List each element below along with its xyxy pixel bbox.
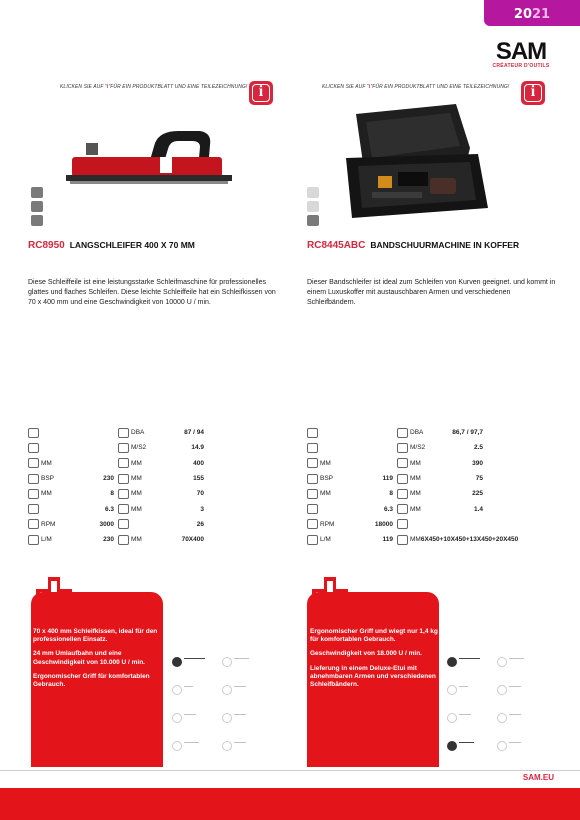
spec-cell <box>397 458 487 468</box>
spec-value: 1.4 <box>473 505 483 513</box>
spec-unit: DBA <box>410 429 424 437</box>
case-icon <box>31 215 43 226</box>
spec-icon <box>397 458 408 468</box>
spec-table <box>28 425 208 547</box>
spec-icon <box>118 535 129 545</box>
year-prefix: 20 <box>513 7 532 22</box>
spec-unit: BSP <box>41 475 55 483</box>
feature-icon: ▬▬▬▬ <box>497 741 545 761</box>
feature-icon: ▬▬▬ <box>447 685 495 705</box>
feature-icon: ▬▬▬▬▬ <box>172 741 220 761</box>
spec-icon <box>28 458 39 468</box>
spec-cell <box>307 504 397 514</box>
spec-icon <box>397 519 408 529</box>
box-icon <box>31 201 43 212</box>
spec-icon <box>397 504 408 514</box>
highlight-item: Ergonomischer Griff und wiegt nur 1,4 kg für komfortablen Gebrauch. <box>310 628 438 644</box>
highlight-item: Geschwindigkeit von 18.000 U / min. <box>310 650 422 658</box>
spec-cell <box>307 428 397 438</box>
spec-cell <box>28 519 118 529</box>
feature-icon: ▬▬▬▬▬▬▬ <box>172 657 220 677</box>
product-name: BANDSCHUURMACHINE IN KOFFER <box>370 240 520 250</box>
spec-unit: MM <box>41 490 52 498</box>
year-tab <box>484 0 580 26</box>
spec-row <box>307 486 487 501</box>
spec-cell <box>118 458 208 468</box>
spec-value: 2.5 <box>473 444 483 452</box>
spec-row <box>28 486 208 501</box>
product-description: Diese Schleiffeile ist eine leistungsstarke Schleifmaschine für professionelles glattes und flaches Schleifen. Diese leichte Schleiffeile hat ein Schleifkissen von 70 x 400 mm und eine Geschwindigkeit von 10000 U / min. <box>28 279 276 306</box>
spec-unit: MM <box>320 459 331 467</box>
spec-cell <box>118 489 208 499</box>
spec-icon <box>307 458 318 468</box>
feature-icon: ▬▬▬▬ <box>222 713 270 733</box>
spec-icon <box>307 504 318 514</box>
spec-unit: M/S2 <box>131 444 147 452</box>
spec-row <box>28 517 208 532</box>
spec-value: 18000 <box>374 520 393 528</box>
spec-icon <box>307 443 318 453</box>
highlights-text <box>310 628 438 695</box>
spec-cell <box>118 443 208 453</box>
highlight-item: Ergonomischer Griff für komfortablen Gebrauch. <box>33 672 150 689</box>
spec-table <box>307 425 519 547</box>
product-image-case <box>338 100 488 225</box>
spec-icon <box>307 474 318 484</box>
brand-logo <box>488 38 554 69</box>
highlights-text <box>33 628 161 695</box>
spec-unit: RPM <box>41 520 56 528</box>
website-link[interactable]: SAM.EU <box>522 773 554 782</box>
spec-value: 6.3 <box>104 505 114 513</box>
spec-icon <box>307 535 318 545</box>
spec-icon <box>397 489 408 499</box>
spec-cell <box>118 535 208 545</box>
spec-value: 3000 <box>99 520 114 528</box>
spec-unit: MM <box>41 459 52 467</box>
feature-icon: ▬▬▬▬▬ <box>447 741 495 761</box>
spec-value: 70X400 <box>181 536 204 544</box>
spec-value: 8 <box>110 490 114 498</box>
product-code: RC8445ABC <box>307 240 366 251</box>
spec-icon <box>307 519 318 529</box>
spec-unit: MM <box>131 459 142 467</box>
spec-icon <box>118 519 129 529</box>
feature-icons <box>447 651 547 771</box>
product-title <box>28 240 195 251</box>
spec-icon <box>397 474 408 484</box>
product-side-icons <box>307 187 319 226</box>
spec-value: 6.3 <box>383 505 393 513</box>
spec-row <box>28 532 208 547</box>
spec-unit: MM <box>410 490 421 498</box>
spec-cell <box>397 519 487 529</box>
spec-row <box>307 471 487 486</box>
spec-icon <box>118 474 129 484</box>
spec-value: 119 <box>382 475 393 483</box>
case-icon <box>307 215 319 226</box>
spec-row <box>307 440 487 455</box>
spec-icon <box>307 489 318 499</box>
feature-icon: ▬▬▬▬▬ <box>222 657 270 677</box>
spec-cell <box>397 474 487 484</box>
spec-value: 70 <box>196 490 204 498</box>
spec-row <box>307 532 519 547</box>
spec-row <box>307 456 487 471</box>
spec-cell <box>397 428 487 438</box>
highlight-item: 24 mm Umlaufbahn und eine Geschwindigkeit von 10.000 U / min. <box>33 650 145 666</box>
feature-icon: ▬▬▬▬ <box>222 741 270 761</box>
spec-row <box>28 440 208 455</box>
spec-value: 14.9 <box>191 444 204 452</box>
spec-value: 3 <box>200 505 204 513</box>
spec-cell <box>28 458 118 468</box>
spec-icon <box>28 474 39 484</box>
spec-value: 230 <box>103 475 114 483</box>
spec-icon <box>118 504 129 514</box>
spec-value: 6X450+10X450+13X450+20X450 <box>420 536 519 544</box>
spec-unit: MM <box>131 505 142 513</box>
info-icon[interactable]: i <box>521 81 545 105</box>
spec-cell <box>307 519 397 529</box>
spec-cell <box>28 489 118 499</box>
spec-icon <box>118 489 129 499</box>
product-side-icons <box>31 187 43 226</box>
spec-icon <box>28 504 39 514</box>
spec-icon <box>397 428 408 438</box>
footer-divider <box>0 770 580 771</box>
spec-value: 225 <box>472 490 483 498</box>
spec-cell <box>397 504 487 514</box>
spec-unit: MM <box>410 505 421 513</box>
feature-icon: ▬▬▬▬ <box>447 713 495 733</box>
spec-icon <box>397 535 408 545</box>
product-description: Dieser Bandschleifer ist ideal zum Schleifen von Kurven geeignet. und kommt in einem Luxuskoffer mit austauschbaren Armen und verschiedenen Schleifbändern. <box>307 279 556 306</box>
spec-cell <box>118 428 208 438</box>
feature-icon: ▬▬▬ <box>172 685 220 705</box>
spec-cell <box>397 443 487 453</box>
air-tool-icon <box>31 187 43 198</box>
spec-cell <box>397 489 487 499</box>
air-tool-icon <box>307 187 319 198</box>
spec-cell <box>307 474 397 484</box>
click-note: KLICKEN SIE AUF "i"FÜR EIN PRODUKTBLATT UND EINE TEILEZEICHNUNG! <box>322 84 510 90</box>
spec-row <box>307 517 487 532</box>
product-code: RC8950 <box>28 240 65 251</box>
click-note: KLICKEN SIE AUF "i"FÜR EIN PRODUKTBLATT UND EINE TEILEZEICHNUNG! <box>60 84 248 90</box>
spec-value: 8 <box>389 490 393 498</box>
spec-icon <box>118 458 129 468</box>
footer-bar <box>0 788 580 820</box>
spec-unit: RPM <box>320 520 335 528</box>
spec-cell <box>397 535 519 545</box>
spec-row <box>307 501 487 516</box>
spec-icon <box>28 428 39 438</box>
spec-value: 390 <box>472 459 483 467</box>
box-icon <box>307 201 319 212</box>
spec-unit: MM <box>131 490 142 498</box>
product-name: LANGSCHLEIFER 400 X 70 MM <box>69 240 195 250</box>
spec-value: 400 <box>193 459 204 467</box>
spec-icon <box>397 443 408 453</box>
spec-icon <box>118 443 129 453</box>
spec-unit: L/M <box>320 536 331 544</box>
highlight-item: 70 x 400 mm Schleifkissen, ideal für den professionellen Einsatz. <box>33 628 158 644</box>
year-suffix: 21 <box>532 7 551 22</box>
spec-unit: M/S2 <box>410 444 426 452</box>
brand-name: SAM <box>495 38 547 65</box>
spec-cell <box>28 474 118 484</box>
spec-unit: MM <box>410 459 421 467</box>
product-image-sander <box>60 125 240 195</box>
feature-icon: ▬▬▬▬ <box>497 685 545 705</box>
spec-value: 87 / 94 <box>184 429 204 437</box>
spec-row <box>28 456 208 471</box>
feature-icons <box>172 651 272 771</box>
spec-cell <box>28 535 118 545</box>
feature-icon: ▬▬▬▬ <box>172 713 220 733</box>
spec-row <box>28 425 208 440</box>
brand-tagline: CRÉATEUR D'OUTILS <box>492 63 550 69</box>
spec-icon <box>28 443 39 453</box>
spec-icon <box>118 428 129 438</box>
spec-unit: MM <box>131 536 142 544</box>
spec-icon <box>28 489 39 499</box>
spec-cell <box>307 458 397 468</box>
spec-value: 86,7 / 97,7 <box>452 429 483 437</box>
spec-unit: L/M <box>41 536 52 544</box>
spec-icon <box>28 535 39 545</box>
spec-cell <box>28 428 118 438</box>
feature-icon: ▬▬▬▬▬ <box>497 657 545 677</box>
highlight-item: Lieferung in einem Deluxe-Etui mit abnehmbaren Armen und verschiedenen Schleifbändern. <box>310 664 436 689</box>
spec-unit: MM <box>410 536 421 544</box>
spec-unit: BSP <box>320 475 334 483</box>
spec-row <box>28 501 208 516</box>
spec-unit: DBA <box>131 429 145 437</box>
spec-row <box>307 425 487 440</box>
spec-value: 230 <box>103 536 114 544</box>
spec-value: 155 <box>193 475 204 483</box>
spec-cell <box>28 443 118 453</box>
spec-cell <box>28 504 118 514</box>
spec-cell <box>307 489 397 499</box>
feature-icon: ▬▬▬▬ <box>222 685 270 705</box>
spec-cell <box>307 443 397 453</box>
spec-row <box>28 471 208 486</box>
spec-cell <box>118 519 208 529</box>
spec-cell <box>307 535 397 545</box>
spec-unit: MM <box>320 490 331 498</box>
spec-value: 75 <box>475 475 483 483</box>
product-title <box>307 240 519 251</box>
spec-value: 26 <box>196 520 204 528</box>
spec-cell <box>118 474 208 484</box>
spec-unit: MM <box>131 475 142 483</box>
feature-icon: ▬▬▬▬ <box>497 713 545 733</box>
spec-value: 119 <box>382 536 393 544</box>
spec-unit: MM <box>410 475 421 483</box>
spec-icon <box>307 428 318 438</box>
spec-icon <box>28 519 39 529</box>
info-icon[interactable]: i <box>249 81 273 105</box>
feature-icon: ▬▬▬▬▬▬▬ <box>447 657 495 677</box>
spec-cell <box>118 504 208 514</box>
